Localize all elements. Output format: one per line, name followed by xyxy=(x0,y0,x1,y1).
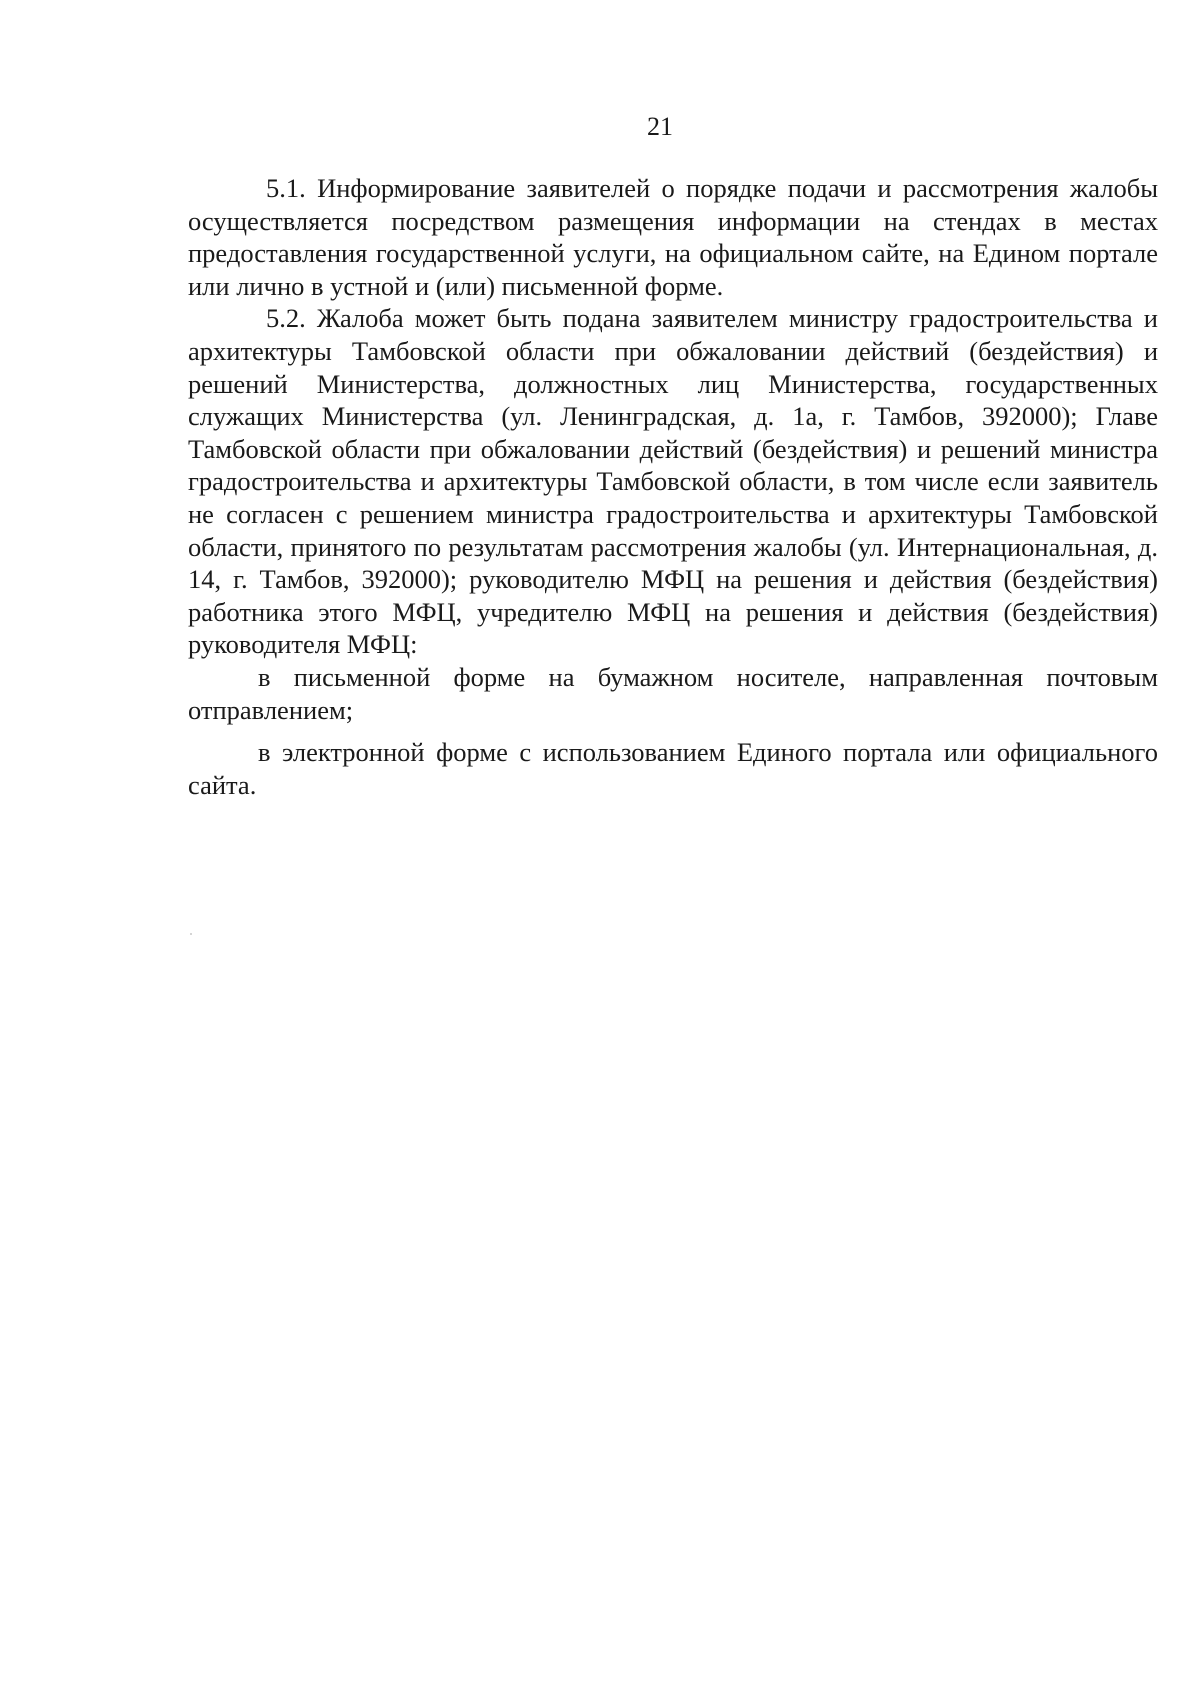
scan-artifact xyxy=(190,933,192,935)
page-number: 21 xyxy=(647,112,673,141)
paragraph-5-2: 5.2. Жалоба может быть подана заявителем министру градостроительства и архитектуры Тамбовской области при обжаловании действий (бездействия) и решений Министерства, должностных лиц Министерства, государственных служащих Министерства (ул. Ленинградская, д. 1а, г. Тамбов, 392000); Главе Тамбовской области при обжаловании действий (бездействия) и решений министра градостроительства и архитектуры Тамбовской области, в том числе если заявитель не согласен с решением министра градостроительства и архитектуры Тамбовской области, принятого по результатам рассмотрения жалобы (ул. Интернациональная, д. 14, г. Тамбов, 392000); руководителю МФЦ на решения и действия (бездействия) работника этого МФЦ, учредителю МФЦ на решения и действия (бездействия) руководителя МФЦ: xyxy=(188,303,1158,660)
paragraph-written-form: в письменной форме на бумажном носителе, направленная почтовым отправлением; xyxy=(188,661,1158,725)
paragraph-5-1: 5.1. Информирование заявителей о порядке подачи и рассмотрения жалобы осуществляется посредством размещения информации на стендах в местах предоставления государственной услуги, на официальном сайте, на Едином портале или лично в устной и (или) письменной форме. xyxy=(188,173,1158,301)
document-body xyxy=(188,172,1158,801)
paragraph-electronic-form: в электронной форме с использованием Единого портала или официального сайта. xyxy=(188,737,1158,800)
